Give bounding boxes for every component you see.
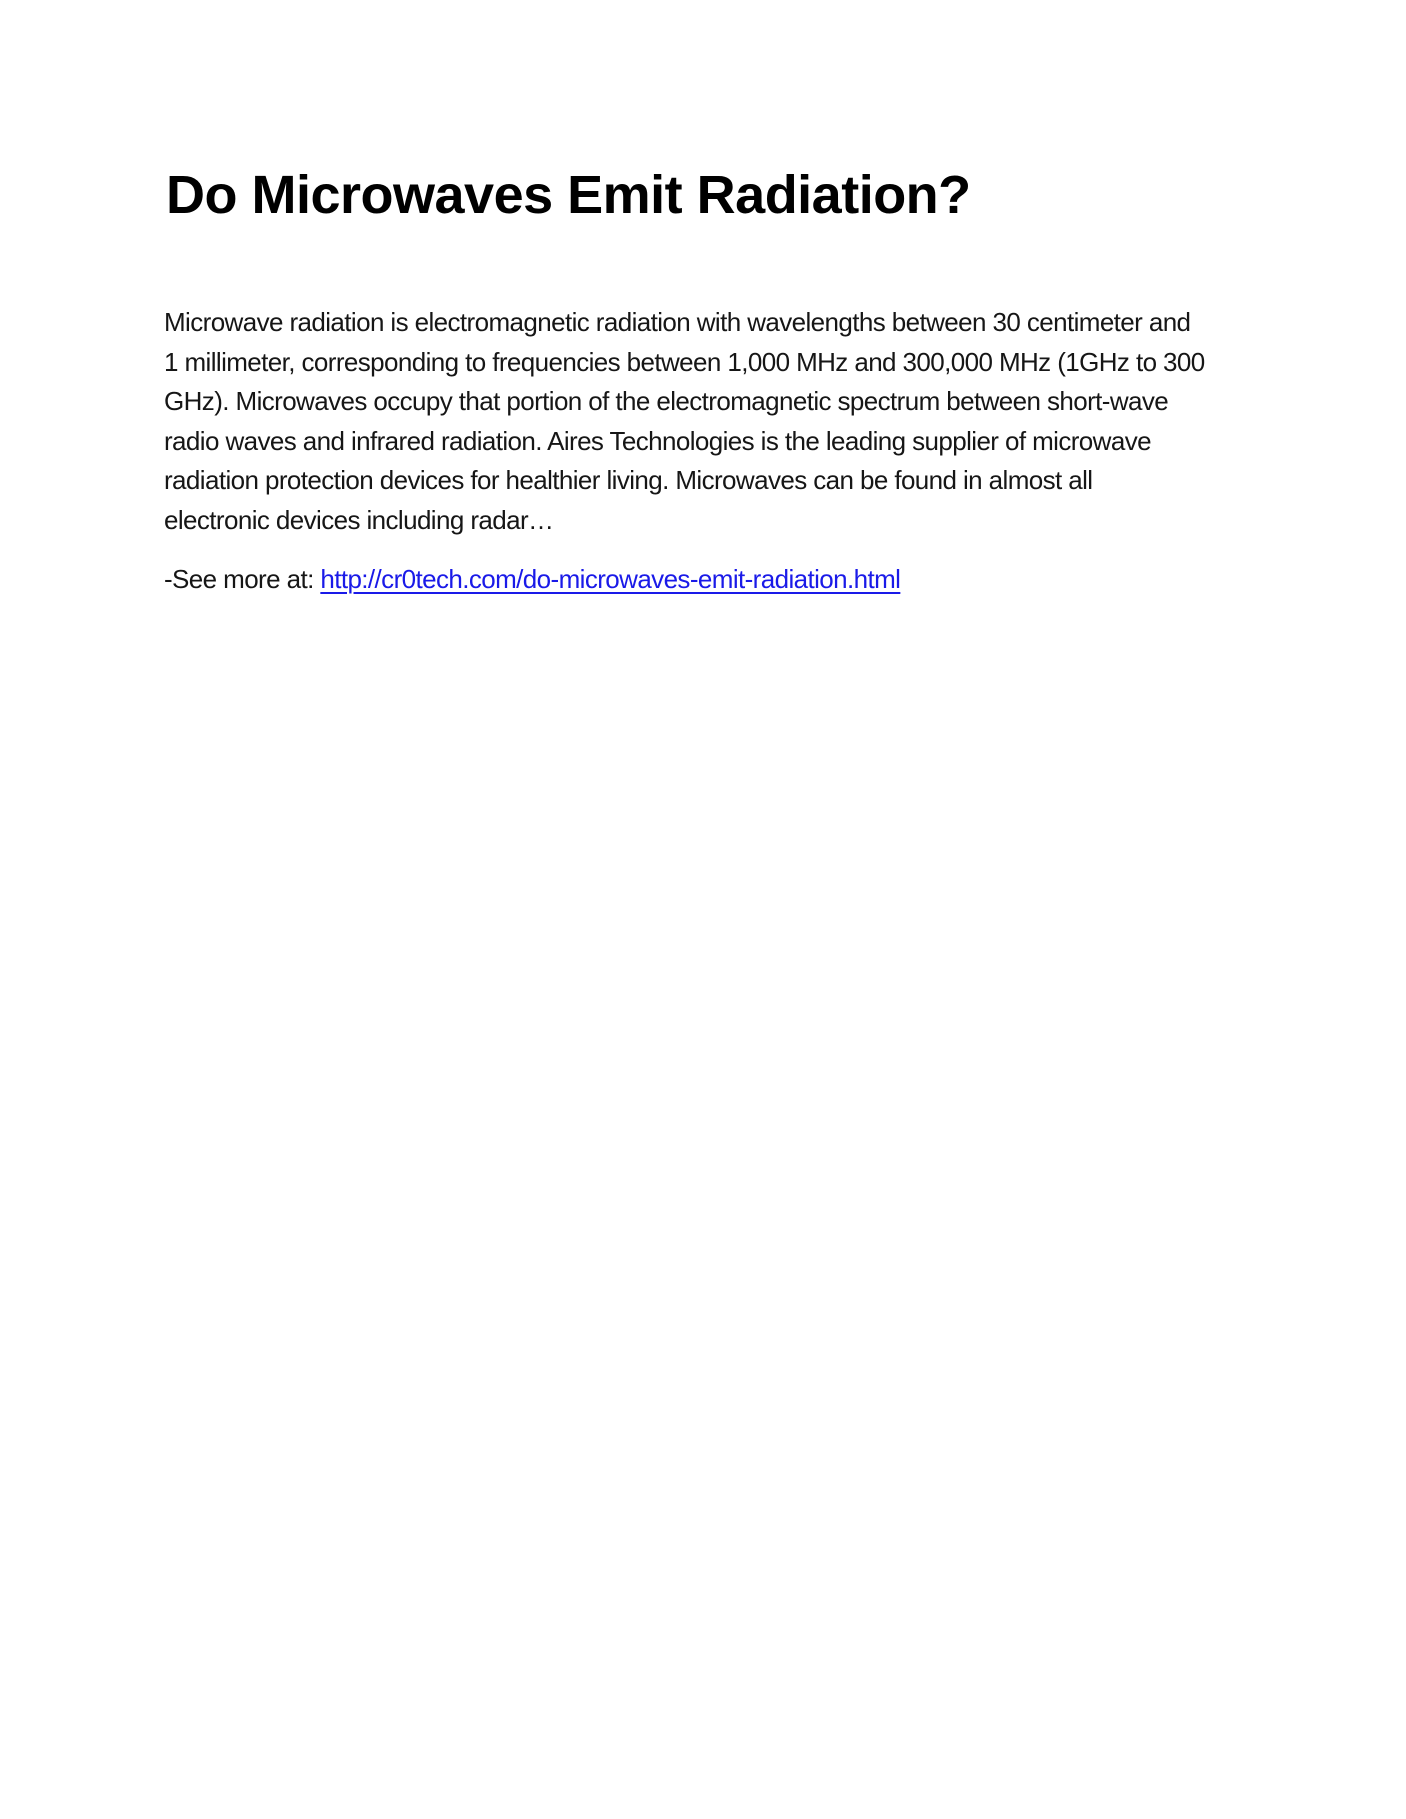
see-more-line xyxy=(164,560,900,600)
paragraph-line: radio waves and infrared radiation. Aires Technologies is the leading supplier of microwave xyxy=(164,425,1151,456)
paragraph-line: Microwave radiation is electromagnetic radiation with wavelengths between 30 centimeter and xyxy=(164,307,1191,337)
paragraph-line: radiation protection devices for healthier living. Microwaves can be found in almost all xyxy=(164,465,1093,495)
paragraph-line: electronic devices including radar… xyxy=(164,504,554,535)
see-more-link[interactable]: http://cr0tech.com/do-microwaves-emit-radiation.html xyxy=(320,564,901,594)
body-paragraph xyxy=(164,303,1284,540)
see-more-prefix: -See more at: xyxy=(164,564,321,594)
paragraph-line: GHz). Microwaves occupy that portion of the electromagnetic spectrum between short-wave xyxy=(164,386,1169,416)
paragraph-line: 1 millimeter, corresponding to frequencies between 1,000 MHz and 300,000 MHz (1GHz to 300 xyxy=(164,346,1205,377)
page-title: Do Microwaves Emit Radiation? xyxy=(166,165,971,225)
